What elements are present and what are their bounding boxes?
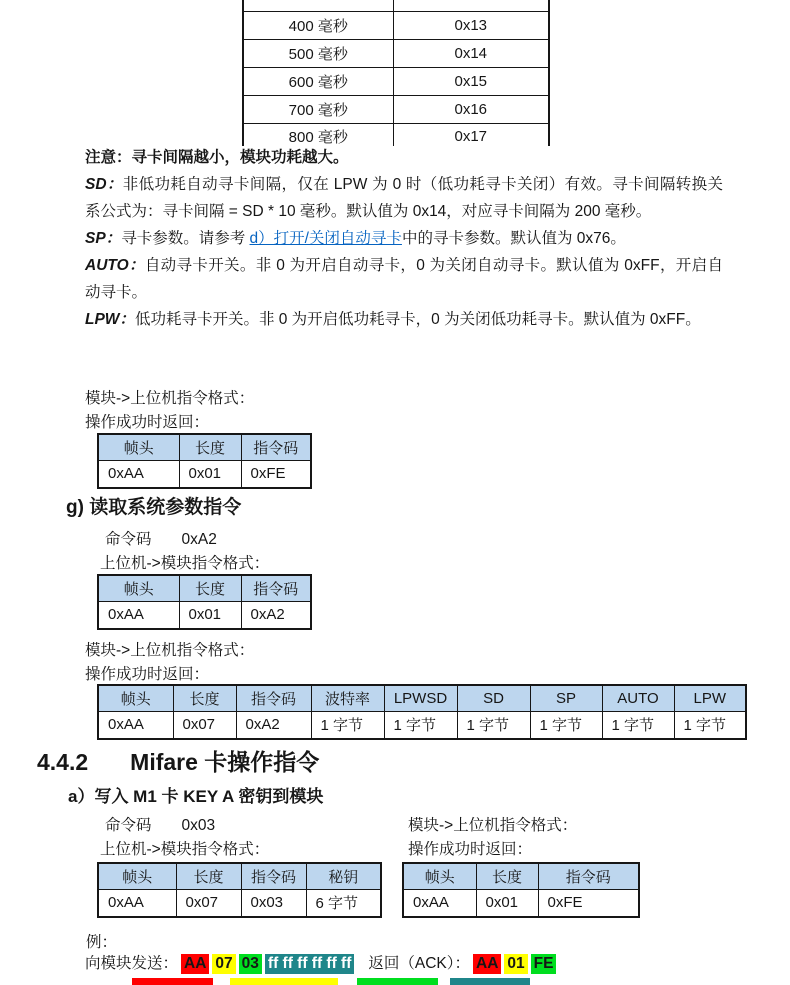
value-cmd: 0xA2	[241, 601, 311, 629]
sd-text: 非低功耗自动寻卡间隔，仅在 LPW 为 0 时（低功耗寻卡关闭）有效。寻卡间隔转换关系公式为：寻卡间隔 = SD * 10 毫秒。默认值为 0x14，对应寻卡间隔为 200 毫秒。	[85, 176, 723, 220]
cmd-code-value: 0xA2	[181, 531, 217, 548]
section-g-heading: g) 读取系统参数指令	[66, 497, 242, 518]
interval-cell: 500 毫秒	[243, 39, 393, 67]
on-success-label: 操作成功时返回：	[85, 666, 210, 683]
section-442-heading	[37, 744, 319, 777]
table-row	[98, 711, 746, 739]
cmd-code-line-g	[105, 527, 217, 549]
table-row	[98, 460, 311, 488]
example-send-line	[85, 951, 556, 974]
byte-frame: AA	[181, 954, 209, 974]
table-row-partial	[243, 0, 549, 11]
byte-length: 07	[212, 954, 235, 974]
table-row	[243, 123, 549, 146]
value-cmd: 0xA2	[236, 711, 311, 739]
read-params-cmd-table	[97, 574, 312, 630]
on-success-label: 操作成功时返回：	[408, 841, 533, 858]
header-baud: 波特率	[311, 685, 384, 711]
value-frame: 0xAA	[98, 711, 173, 739]
auto-text: 自动寻卡开关。非 0 为开启自动寻卡，0 为关闭自动寻卡。默认值为 0xFF，开启自动寻卡。	[85, 257, 723, 301]
module-to-host-label: 模块->上位机指令格式：	[85, 390, 255, 407]
cmd-code-line-a	[105, 813, 215, 835]
lpw-paragraph	[85, 306, 723, 333]
note-text: 注意：寻卡间隔越小，模块功耗越大。	[85, 149, 349, 166]
read-params-response-table	[97, 684, 747, 740]
module-to-host-label: 模块->上位机指令格式：	[85, 642, 255, 659]
lpw-label: LPW：	[85, 311, 135, 328]
table-header-row	[98, 685, 746, 711]
ack-table	[97, 433, 312, 489]
ack-return-label: 返回（ACK）：	[368, 955, 471, 972]
interval-cell: 400 毫秒	[243, 11, 393, 39]
value-frame: 0xAA	[403, 889, 476, 917]
note-paragraph	[85, 144, 723, 171]
sp-text-before: 寻卡参数。请参考	[121, 230, 250, 247]
interval-code-table	[242, 0, 550, 146]
value-baud: 1 字节	[311, 711, 384, 739]
header-lpw: LPW	[674, 685, 746, 711]
code-cell: 0x16	[393, 95, 549, 123]
value-length: 0x07	[176, 889, 241, 917]
header-frame: 帧头	[98, 575, 179, 601]
value-cmd: 0xFE	[538, 889, 639, 917]
value-key: 6 字节	[306, 889, 381, 917]
header-frame: 帧头	[98, 434, 179, 460]
header-cmd: 指令码	[236, 685, 311, 711]
example-label: 例：	[86, 934, 118, 951]
write-keya-cmd-table	[97, 862, 382, 918]
value-sp: 1 字节	[530, 711, 602, 739]
header-cmd: 指令码	[538, 863, 639, 889]
header-length: 长度	[179, 575, 241, 601]
header-frame: 帧头	[98, 685, 173, 711]
table-row	[98, 601, 311, 629]
ack-byte-length: 01	[504, 954, 527, 974]
cmd-code-label: 命令码	[105, 531, 152, 548]
section-title: Mifare 卡操作指令	[130, 749, 320, 775]
section-number: 4.4.2	[37, 749, 89, 775]
auto-paragraph	[85, 252, 723, 306]
header-length: 长度	[179, 434, 241, 460]
interval-table-wrap	[242, 0, 550, 146]
byte-cmd: 03	[239, 954, 262, 974]
value-frame: 0xAA	[98, 601, 179, 629]
table-row	[243, 39, 549, 67]
sp-paragraph	[85, 225, 723, 252]
header-length: 长度	[176, 863, 241, 889]
sp-text-after: 中的寻卡参数。默认值为 0x76。	[401, 230, 626, 247]
byte-key-data: ff ff ff ff ff ff	[265, 954, 354, 974]
value-lpw: 1 字节	[674, 711, 746, 739]
ack-byte-cmd: FE	[531, 954, 557, 974]
legend-bar-green	[357, 978, 438, 985]
table-header-row	[98, 863, 381, 889]
header-length: 长度	[173, 685, 236, 711]
value-cmd: 0x03	[241, 889, 306, 917]
header-length: 长度	[476, 863, 538, 889]
cmd-code-value: 0x03	[181, 817, 216, 834]
code-cell: 0x15	[393, 67, 549, 95]
interval-cell: 800 毫秒	[243, 123, 393, 146]
legend-bar-red	[132, 978, 213, 985]
table-row	[243, 11, 549, 39]
header-cmd: 指令码	[241, 434, 311, 460]
host-to-module-label: 上位机->模块指令格式：	[100, 841, 270, 858]
legend-bar-yellow	[230, 978, 338, 985]
sd-label: SD：	[85, 176, 123, 193]
module-to-host-label: 模块->上位机指令格式：	[408, 817, 578, 834]
section-a-heading: a）写入 M1 卡 KEY A 密钥到模块	[68, 787, 324, 806]
value-length: 0x07	[173, 711, 236, 739]
on-success-label: 操作成功时返回：	[85, 414, 210, 431]
value-length: 0x01	[179, 460, 241, 488]
header-key: 秘钥	[306, 863, 381, 889]
code-cell: 0x13	[393, 11, 549, 39]
cmd-code-label: 命令码	[105, 817, 152, 834]
table-header-row	[98, 434, 311, 460]
host-to-module-label: 上位机->模块指令格式：	[100, 555, 270, 572]
table-row	[243, 67, 549, 95]
auto-label: AUTO：	[85, 257, 145, 274]
header-auto: AUTO	[602, 685, 674, 711]
table-row	[403, 889, 639, 917]
lpw-text: 低功耗寻卡开关。非 0 为开启低功耗寻卡，0 为关闭低功耗寻卡。默认值为 0xFF。	[134, 311, 701, 328]
value-auto: 1 字节	[602, 711, 674, 739]
value-cmd: 0xFE	[241, 460, 311, 488]
value-sd: 1 字节	[457, 711, 530, 739]
table-row	[243, 95, 549, 123]
interval-cell: 600 毫秒	[243, 67, 393, 95]
value-length: 0x01	[476, 889, 538, 917]
table-header-row	[98, 575, 311, 601]
value-frame: 0xAA	[98, 889, 176, 917]
table-row	[98, 889, 381, 917]
write-keya-resp-table	[402, 862, 640, 918]
header-cmd: 指令码	[241, 575, 311, 601]
legend-bar-teal	[450, 978, 530, 985]
auto-seek-section-link[interactable]: d）打开/关闭自动寻卡	[249, 230, 402, 247]
sp-label: SP：	[85, 230, 122, 247]
header-sp: SP	[530, 685, 602, 711]
sd-paragraph	[85, 171, 723, 225]
table-header-row	[403, 863, 639, 889]
value-length: 0x01	[179, 601, 241, 629]
code-cell: 0x14	[393, 39, 549, 67]
header-frame: 帧头	[403, 863, 476, 889]
header-cmd: 指令码	[241, 863, 306, 889]
header-frame: 帧头	[98, 863, 176, 889]
value-frame: 0xAA	[98, 460, 179, 488]
code-cell: 0x17	[393, 123, 549, 146]
value-lpwsd: 1 字节	[384, 711, 457, 739]
send-to-module-label: 向模块发送：	[85, 955, 179, 972]
interval-cell: 700 毫秒	[243, 95, 393, 123]
header-lpwsd: LPWSD	[384, 685, 457, 711]
ack-byte-frame: AA	[473, 954, 501, 974]
header-sd: SD	[457, 685, 530, 711]
parameter-notes	[85, 144, 723, 333]
